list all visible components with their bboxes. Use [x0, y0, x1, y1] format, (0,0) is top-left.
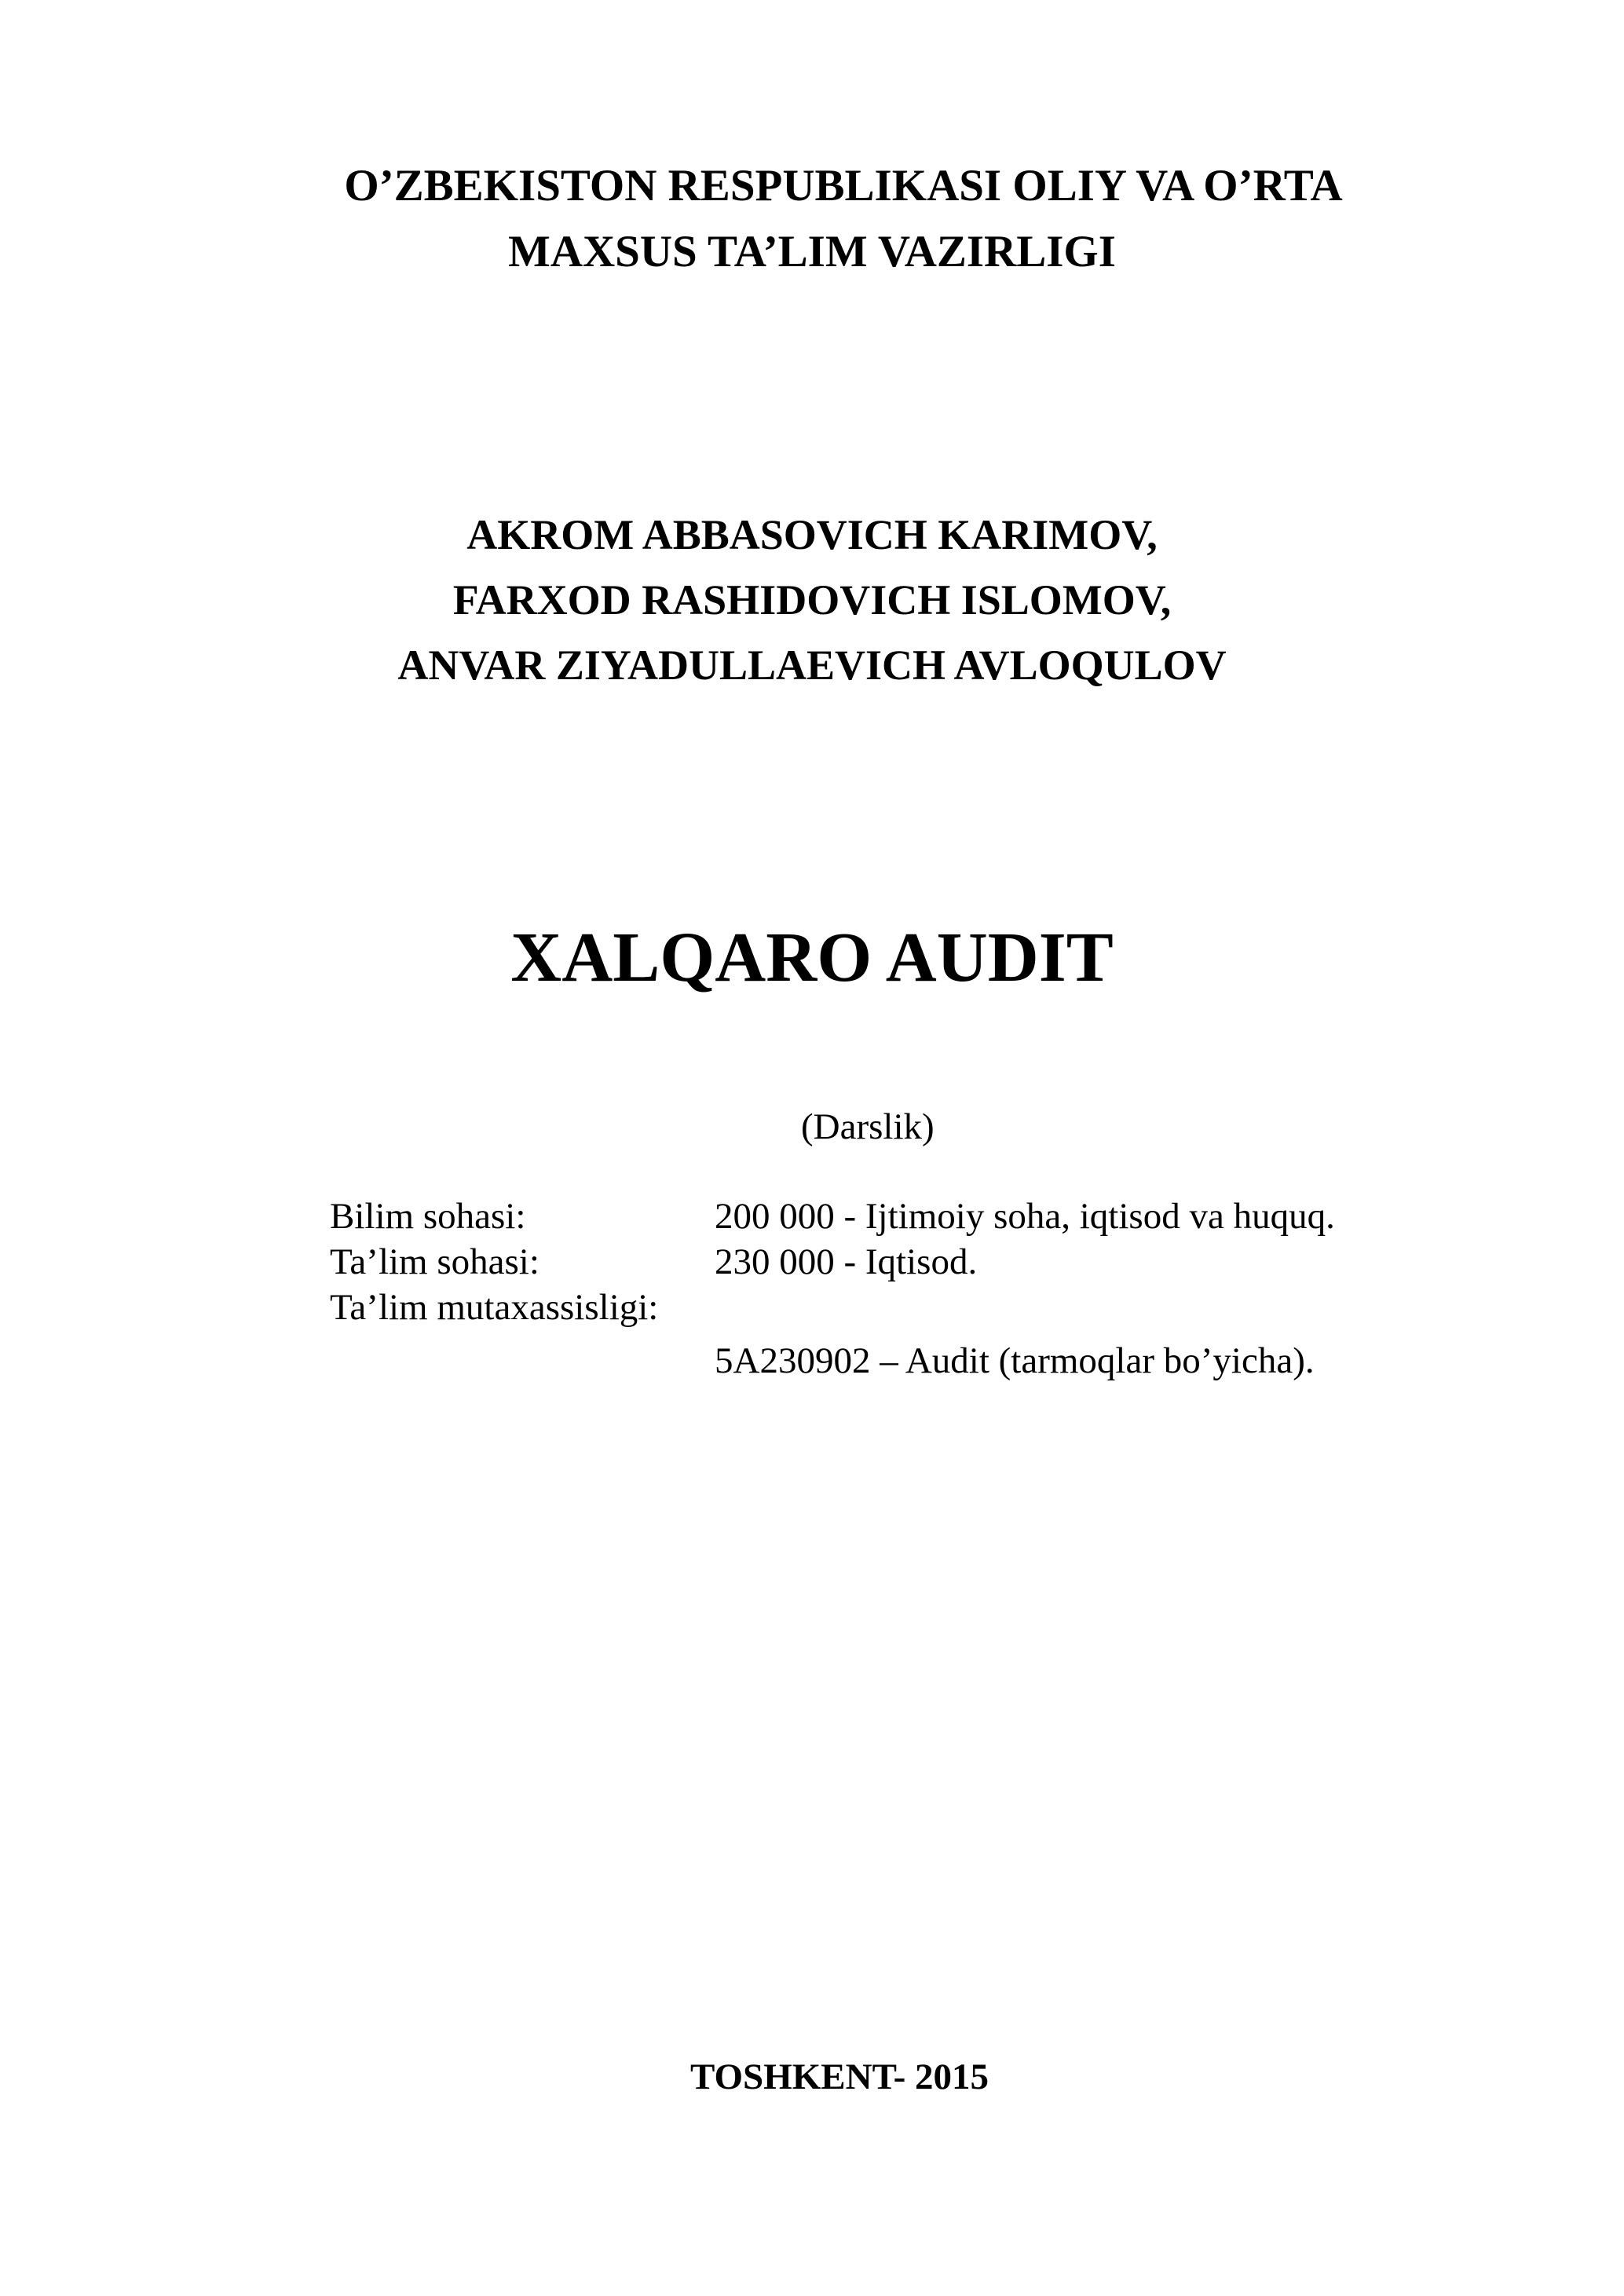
field-value: 200 000 - Ijtimoiy soha, iqtisod va huquq. [715, 1196, 1335, 1237]
classification-block [330, 1194, 1335, 1384]
specialty-label: Ta’lim mutaxassisligi: [330, 1287, 659, 1328]
book-type: (Darslik) [801, 1106, 935, 1147]
field-label: Bilim sohasi: [330, 1196, 526, 1237]
ministry-line-2: MAXSUS TA’LIM VAZIRLIGI [508, 227, 1116, 276]
education-label: Ta’lim sohasi: [330, 1241, 540, 1282]
education-row [330, 1239, 1335, 1285]
specialty-value: 5A230902 – Audit (tarmoqlar bo’yicha). [715, 1340, 1315, 1381]
book-title: XALQARO AUDIT [510, 919, 1114, 996]
education-value: 230 000 - Iqtisod. [715, 1241, 978, 1282]
author-2: FARXOD RASHIDOVICH ISLOMOV, [452, 576, 1172, 623]
ministry-line-1: O’ZBEKISTON RESPUBLIKASI OLIY VA O’RTA [344, 161, 1343, 210]
author-3: ANVAR ZIYADULLAEVICH AVLOQULOV [397, 642, 1227, 689]
specialty-value-row [330, 1338, 1335, 1384]
authors-block [0, 503, 1624, 698]
ministry-header [0, 153, 1624, 285]
specialty-label-row [330, 1285, 1335, 1330]
place-year [0, 2053, 1624, 2100]
author-1: AKROM ABBASOVICH KARIMOV, [466, 511, 1158, 558]
field-row [330, 1194, 1335, 1239]
place-year-text: TOSHKENT- 2015 [689, 2057, 989, 2097]
